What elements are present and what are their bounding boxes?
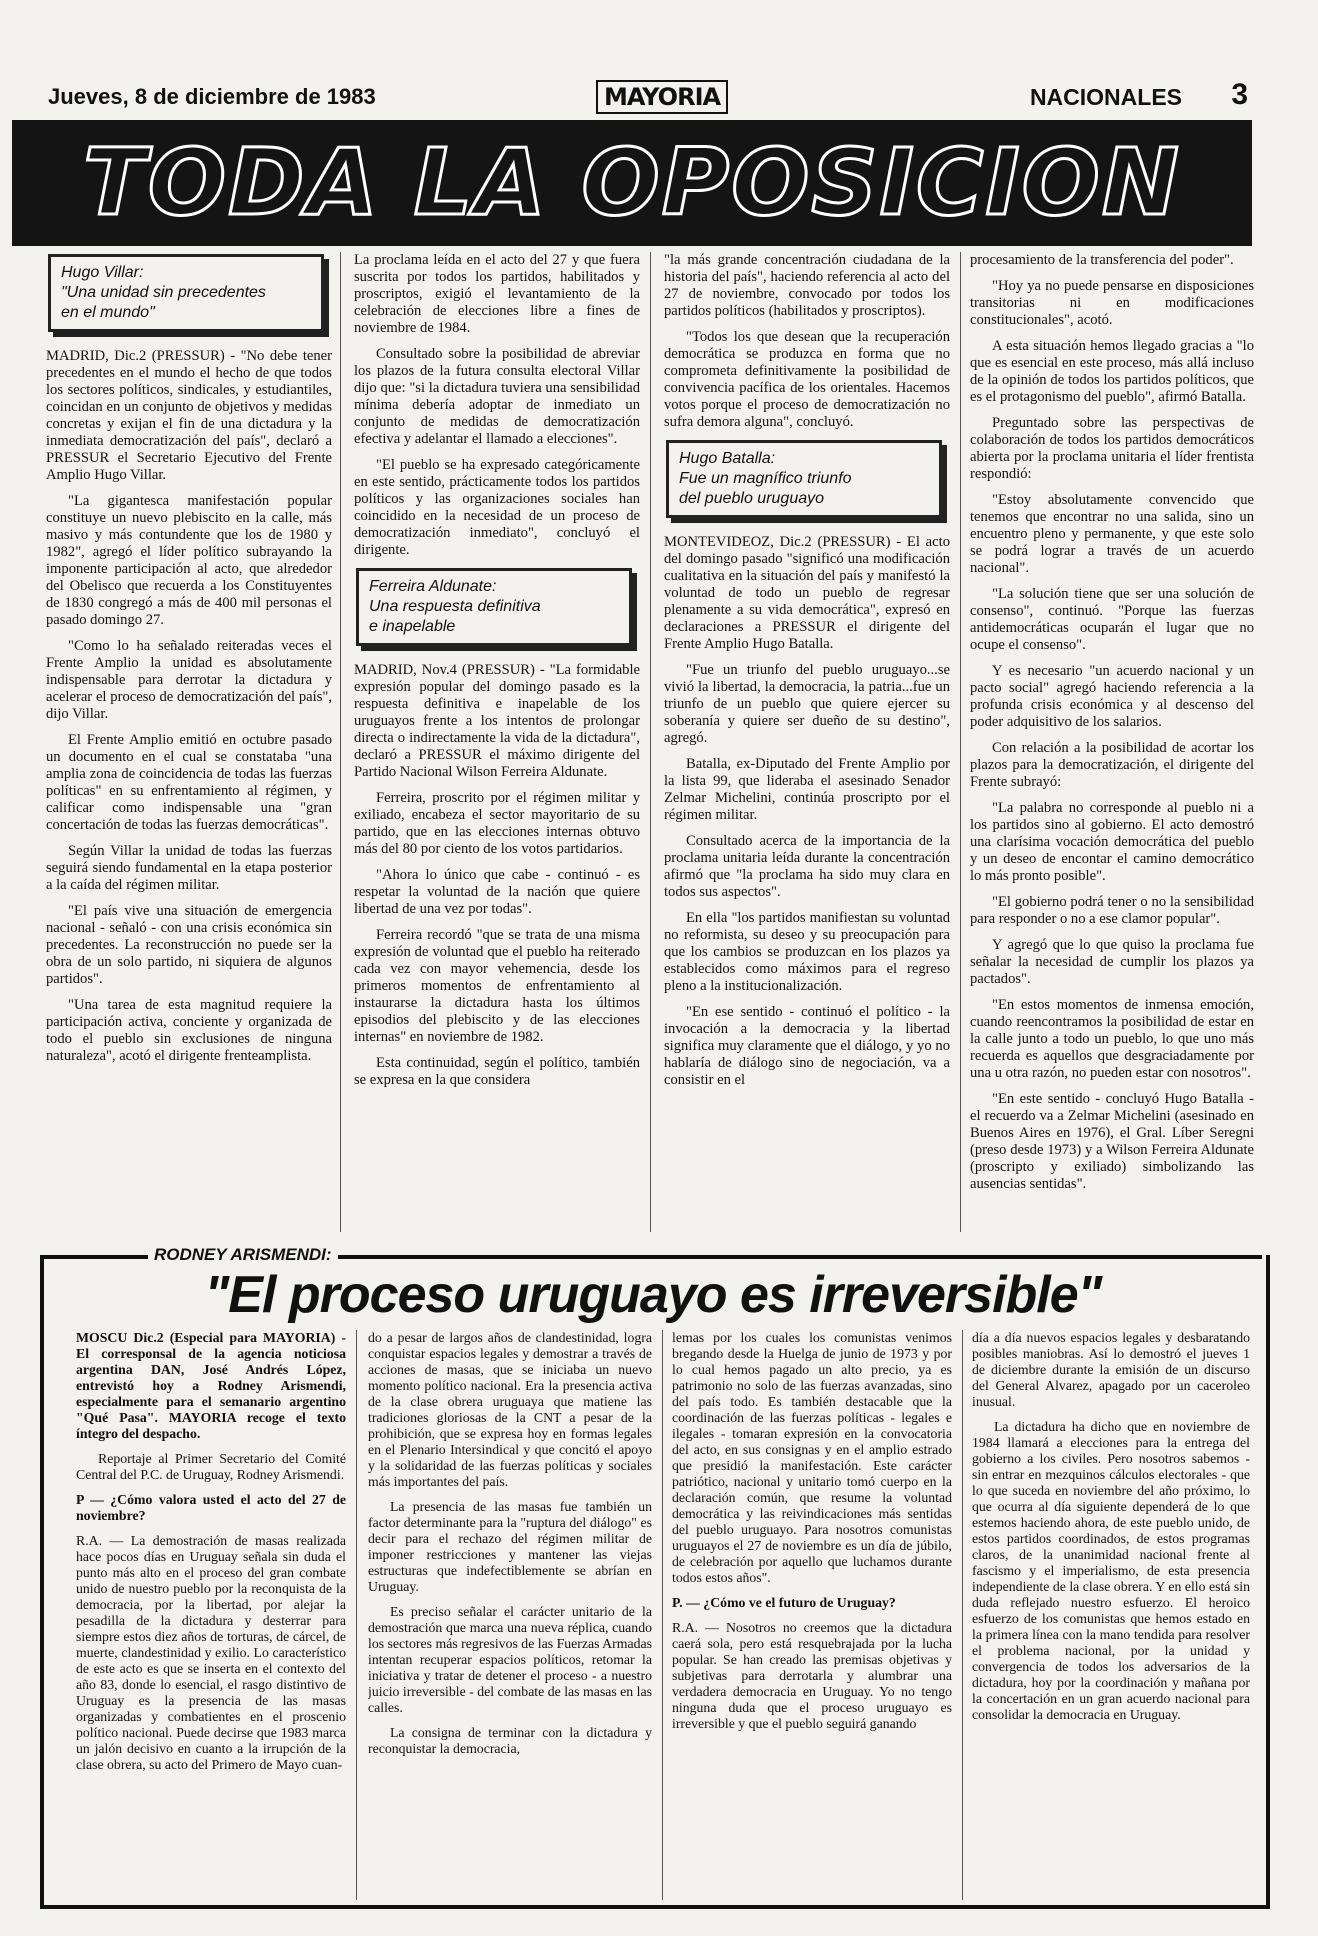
paragraph: "En estos momentos de inmensa emoción, cuando reencontramos la posibilidad de estar en la calle junto a todo un pueblo, lo que uno más recuerda es aquellos que desgraciadamente por una u otra razón, no pueden estar con nosotros". — [970, 997, 1254, 1081]
box-line: Hugo Batalla: — [679, 450, 776, 467]
paragraph: "la más grande concentración ciudadana de la historia del país", haciendo referencia al acto del 27 de noviembre, convocado por todos los partidos políticos (habilitados y proscriptos). — [664, 252, 950, 319]
column-divider — [662, 1330, 663, 1900]
paragraph: El Frente Amplio emitió en octubre pasado un documento en el cual se constataba "una amplia zona de coincidencia de todas las fuerzas políticas" en su enfrentamiento al régimen, y calificar como indispensable una "gran concertación de todas las fuerzas democráticas". — [46, 732, 332, 833]
column-villar — [46, 252, 332, 1232]
paragraph: Esta continuidad, según el político, también se expresa en la que considera — [354, 1055, 640, 1088]
paragraph: La consigna de terminar con la dictadura y reconquistar la democracia, — [368, 1725, 652, 1756]
paragraph: R.A. — Nosotros no creemos que la dictadura caerá sola, pero está resquebrajada por la lucha popular. Se han creado las premisas objetivas y subjetivas para derrotarla y alumbrar una verdadera democracia en Uruguay. Yo no tengo ninguna duda que el proceso uruguayo es irreversible y que el pueblo seguirá ganando — [672, 1620, 952, 1731]
paragraph: Ferreira recordó "que se trata de una misma expresión de voluntad que el pueblo ha reiterado cada vez con mayor vehemencia, desde los primeros momentos de enfrentamiento al instaurarse la dictadura hasta los últimos episodios del plebiscito y de las elecciones internas" en noviembre de 1982. — [354, 927, 640, 1045]
paragraph: do a pesar de largos años de clandestinidad, logra conquistar espacios legales y demostrar a través de acciones de masas, que se iniciaba un nuevo momento político nacional. Era la presencia activa de la clase obrera uruguaya que matiene las tradiciones gloriosas de la CNT a pesar de la prohibición, que se expresa hoy en formas legales en el Plenario Intersindical y que concitó el apoyo y la solidaridad de las fuerzas políticas y sociales más importantes del país. — [368, 1330, 652, 1489]
masthead — [40, 80, 1252, 114]
box-line: Hugo Villar: — [61, 264, 144, 281]
paragraph: "Ahora lo único que cabe - continuó - es respetar la voluntad de la nación que quiere libertad de una vez por todas". — [354, 867, 640, 917]
paragraph: Y agregó que lo que quiso la proclama fue señalar la necesidad de cumplir los plazos ya pactados". — [970, 937, 1254, 987]
paragraph: Batalla, ex-Diputado del Frente Amplio por la lista 99, que lideraba el asesinado Senador Zelmar Michelini, continúa proscripto por el régimen militar. — [664, 756, 950, 823]
headline-banner — [12, 120, 1252, 246]
column-divider — [340, 252, 341, 1232]
paragraph: lemas por los cuales los comunistas venimos bregando desde la Huelga de junio de 1973 y por lo cual hemos pagado un alto precio, ya es patrimonio no solo de las fuerzas avanzadas, sino del país todo. Es también destacable que la coordinación de las fuerzas políticas - legales e ilegales - tomaran expresión en la convocatoria del acto, en sus consignas y en el amplio estrado que presidió la manifestación. Este carácter patriótico, nacional y unitario tomó cuerpo en la declaración común, que resume la voluntad democrática y las reivindicaciones más sentidas del pueblo uruguayo. Para nosotros comunistas uruguayos el 27 de noviembre es un día de júbilo, de celebración por aquello que luchamos durante todos estos años". — [672, 1330, 952, 1585]
paragraph: "El país vive una situación de emergencia nacional - señaló - con una crisis económica sin precedentes. La reconstrucción no puede ser la obra de un solo partido, ni siquiera de algunos partidos". — [46, 903, 332, 987]
box-line: del pueblo uruguayo — [679, 490, 825, 507]
paragraph: "La solución tiene que ser una solución de consenso", continuó. "Porque las fuerzas antidemocráticas ocuparán el lugar que no ocupe el consenso". — [970, 586, 1254, 653]
paragraph: En ella "los partidos manifiestan su voluntad no reformista, su deseo y su preocupación para que los cambios se produzcan en los plazos ya establecidos como máximos para el regreso pleno a la institucionalización. — [664, 910, 950, 994]
arismendi-kicker: RODNEY ARISMENDI: — [148, 1245, 338, 1265]
paragraph: "En este sentido - concluyó Hugo Batalla - el recuerdo va a Zelmar Michelini (asesinado en Buenos Aires en 1976), el Gral. Líber Seregni (preso desde 1973) y a Wilson Ferreira Aldunate (proscripto y exiliado) simbolizando las ausencias sentidas". — [970, 1091, 1254, 1192]
column-batalla-continued — [970, 252, 1254, 1232]
paragraph: Es preciso señalar el carácter unitario de la demostración que marca una nueva réplica, cuando los sectores más regresivos de las Fuerzas Armadas intentan recuperar espacios políticos, retomar la iniciativa y tratar de detener el proceso - a nuestro juicio irreversible - del combate de las masas en las calles. — [368, 1604, 652, 1715]
paragraph: R.A. — La demostración de masas realizada hace pocos días en Uruguay señala sin duda el punto más alto en el proceso del gran combate unido de nuestro pueblo por la reconquista de la democracia, por la libertad, por alejar la pesadilla de la dictadura y desterrar para siempre estos diez años de torturas, de cárcel, de muerte, clandestinidad y exilio. Lo característico de este acto es que se inserta en el contexto del año 83, donde lo esencial, el rasgo distintivo de Uruguay es la presencia de las masas organizadas y combatientes en el proscenio político nacional. Puede decirse que 1983 marca un jalón decisivo en cuanto a la irrupción de la clase obrera, su acto del Primero de Mayo cuan- — [76, 1533, 346, 1772]
column-divider — [962, 1330, 963, 1900]
ferreira-quote-box — [356, 568, 632, 646]
box-line: Una respuesta definitiva — [369, 598, 541, 615]
box-line: Fue un magnífico triunfo — [679, 470, 852, 487]
batalla-quote-box — [666, 440, 942, 518]
column-divider — [960, 252, 961, 1232]
paragraph: día a día nuevos espacios legales y desbaratando posibles maniobras. Así lo demostró el jueves 1 de diciembre durante la emisión de un discurso del General Alvarez, apagado por un caceroleo inusual. — [972, 1330, 1250, 1409]
column-ferreira — [354, 252, 640, 1232]
paragraph: "Todos los que desean que la recuperación democrática se produzca en forma que no comprometa definitivamente la posibilidad de convivencia pacífica de los orientales. Hacemos votos porque el proceso de democratización no sufra demora alguna", concluyó. — [664, 329, 950, 430]
arismendi-kicker-rule — [40, 1245, 1262, 1264]
paragraph: "La gigantesca manifestación popular constituye un nuevo plebiscito en la calle, más masivo y más contundente que los de 1980 y 1982", agregó el líder político subrayando la imponente participación al acto, que alrededor del Obelisco que recuerda a los Constituyentes de 1830 congregó a más de 400 mil personas el pasado domingo 27. — [46, 493, 332, 628]
box-line: Ferreira Aldunate: — [369, 578, 497, 595]
page-number: 3 — [1231, 78, 1248, 111]
paragraph: Ferreira, proscrito por el régimen militar y exiliado, encabeza el sector mayoritario de su partido, que en las elecciones internas obtuvo más del 80 por ciento de los votos partidarios. — [354, 790, 640, 857]
paragraph: "En ese sentido - continuó el político - la invocación a la democracia y la libertad significa muy claramente que el diálogo, y yo no hablaría de diálogo sino de negociación, va a consistir en el — [664, 1004, 950, 1088]
arismendi-column-4 — [972, 1330, 1250, 1900]
paragraph: "Una tarea de esta magnitud requiere la participación activa, conciente y organizada de todo el pueblo sin exclusiones de ninguna naturaleza", acotó el dirigente frenteamplista. — [46, 997, 332, 1064]
column-divider — [650, 252, 651, 1232]
question: P. — ¿Cómo ve el futuro de Uruguay? — [672, 1595, 896, 1610]
paragraph: Con relación a la posibilidad de acortar los plazos para la democratización, el dirigente del Frente subrayó: — [970, 740, 1254, 790]
paragraph: Según Villar la unidad de todas las fuerzas seguirá siendo fundamental en la etapa posterior a la caída del régimen militar. — [46, 843, 332, 893]
paragraph: La dictadura ha dicho que en noviembre de 1984 llamará a elecciones para la entrega del gobierno a los civiles. Pero nosotros sabemos - sin entrar en mezquinos cálculos electorales - que lo que suceda en noviembre del año próximo, lo que ocurra al día siguiente dependerá de lo que estemos haciendo ahora, de este pueblo unido, de estos partidos coordinados, de estos programas claros, de la unanimidad nacional frente al fascismo y el imperialismo, de esta presencia independiente de la clase obrera. Y en ello está sin duda reflejado nuestro esfuerzo. El heroico esfuerzo de los comunistas que hemos estado en la primera línea con la mano tendida para resolver el problema nacional, por la unidad y convergencia de todos los adversarios de la dictadura, hoy por la coordinación y mañana por la concertación en un gran acuerdo nacional para consolidar la democracia en Uruguay. — [972, 1419, 1250, 1722]
paragraph: La proclama leída en el acto del 27 y que fuera suscrita por todos los partidos, habilitados y proscriptos, exigió el levantamiento de la celebración de elecciones libre a fines de noviembre de 1984. — [354, 252, 640, 336]
paragraph: MOSCU Dic.2 (Especial para MAYORIA) - El corresponsal de la agencia noticiosa argentina DAN, José Andrés López, entrevistó hoy a Rodney Arismendi, especialmente para el semanario argentino "Qué Pasa". MAYORIA recoge el texto íntegro del despacho. — [76, 1330, 346, 1441]
paragraph: Preguntado sobre las perspectivas de colaboración de todos los partidos democráticos abierta por la proclama unitaria el líder frentista respondió: — [970, 415, 1254, 482]
column-divider — [356, 1330, 357, 1900]
paragraph: MADRID, Dic.2 (PRESSUR) - "No debe tener precedentes en el mundo el hecho de que todos los sectores políticos, sindicales, y estudiantiles, coincidan en un conjunto de objetivos y medidas concretas y exijan el fin de una dictadura y la inmediata democratización del país", declaró a PRESSUR el Secretario Ejecutivo del Frente Amplio Hugo Villar. — [46, 348, 332, 483]
question: P — ¿Cómo valora usted el acto del 27 de noviembre? — [76, 1492, 346, 1523]
box-line: e inapelable — [369, 618, 456, 635]
arismendi-column-3 — [672, 1330, 952, 1900]
paragraph: A esta situación hemos llegado gracias a "lo que es esencial en este proceso, más allá incluso de la opinión de todos los partidos políticos, que es el protagonismo del pueblo", afirmó Batalla. — [970, 338, 1254, 405]
box-line: "Una unidad sin precedentes — [61, 284, 266, 301]
paragraph: "Hoy ya no puede pensarse en disposiciones transitorias ni en modificaciones constitucionales", acotó. — [970, 278, 1254, 328]
paragraph: Y es necesario "un acuerdo nacional y un pacto social" agregó haciendo referencia a la profunda crisis económica y al descenso del poder adquisitivo de los salarios. — [970, 663, 1254, 730]
paragraph: "El gobierno podrá tener o no la sensibilidad para responder o no a ese clamor popular". — [970, 894, 1254, 927]
paragraph: Reportaje al Primer Secretario del Comité Central del P.C. de Uruguay, Rodney Arismendi. — [76, 1451, 346, 1482]
villar-quote-box — [48, 254, 324, 332]
paragraph: "El pueblo se ha expresado categóricamente en este sentido, prácticamente todos los partidos políticos y las organizaciones sociales han coincidido en la necesidad de un proceso de democratización inmediato", concluyó el dirigente. — [354, 457, 640, 558]
section-name: NACIONALES — [1029, 84, 1182, 110]
newspaper-logo: MAYORIA — [596, 80, 728, 114]
issue-date: Jueves, 8 de diciembre de 1983 — [48, 84, 376, 109]
arismendi-column-2 — [368, 1330, 652, 1900]
paragraph: "Como lo ha señalado reiteradas veces el Frente Amplio la unidad es absolutamente indispensable para derrotar la dictadura y acelerar el proceso de democratización del país", dijo Villar. — [46, 638, 332, 722]
paragraph: "Fue un triunfo del pueblo uruguayo...se vivió la libertad, la democracia, la patria...fue un triunfo de un pueblo que quiere ejercer su soberanía y quiere ser dueño de su destino", agregó. — [664, 662, 950, 746]
arismendi-headline: "El proceso uruguayo es irreversible" — [204, 1266, 1102, 1324]
paragraph: Consultado sobre la posibilidad de abreviar los plazos de la futura consulta electoral Villar dijo que: "si la dictadura tuviera una sensibilidad mínima debería adoptar de inmediato un conjunto de medidas de democratización efectiva y adelantar el llamado a elecciones". — [354, 346, 640, 447]
main-headline: TODA LA OPOSICION — [83, 129, 1181, 236]
paragraph: "La palabra no corresponde al pueblo ni a los partidos sino al gobierno. El acto demostró una clarísima vocación democrática del pueblo y un deseo de encontar el camino democrático lo más pronto posible". — [970, 800, 1254, 884]
paragraph: procesamiento de la transferencia del poder". — [970, 252, 1234, 268]
paragraph: MONTEVIDEOZ, Dic.2 (PRESSUR) - El acto del domingo pasado "significó una modificación cualitativa en la situación del país y manifestó la voluntad de todo un pueblo de regresar plenamente a su vida democrática", expresó en declaraciones a PRESSUR el dirigente del Frente Amplio Hugo Batalla. — [664, 534, 950, 652]
paragraph: "Estoy absolutamente convencido que tenemos que encontrar no una salida, sino un encuentro pleno y permanente, y que este solo se podrá lograr a través de un acuerdo nacional". — [970, 492, 1254, 576]
paragraph: MADRID, Nov.4 (PRESSUR) - "La formidable expresión popular del domingo pasado es la respuesta definitiva e inapelable de los uruguayos frente a los intentos de prolongar directa o indirectamente la vida de la dictadura", declaró a PRESSUR el máximo dirigente del Partido Nacional Wilson Ferreira Aldunate. — [354, 662, 640, 780]
paragraph: La presencia de las masas fue también un factor determinante para la "ruptura del diálogo" es decir para el rechazo del régimen militar de imponer restricciones y mantener las viejas estructuras que indefectiblemente se abrían en Uruguay. — [368, 1499, 652, 1594]
paragraph: Consultado acerca de la importancia de la proclama unitaria leída durante la concentración afirmó que "la proclama ha sido muy clara en todos sus aspectos". — [664, 833, 950, 900]
box-line: en el mundo" — [61, 304, 155, 321]
arismendi-column-1 — [76, 1330, 346, 1900]
column-batalla — [664, 252, 950, 1232]
